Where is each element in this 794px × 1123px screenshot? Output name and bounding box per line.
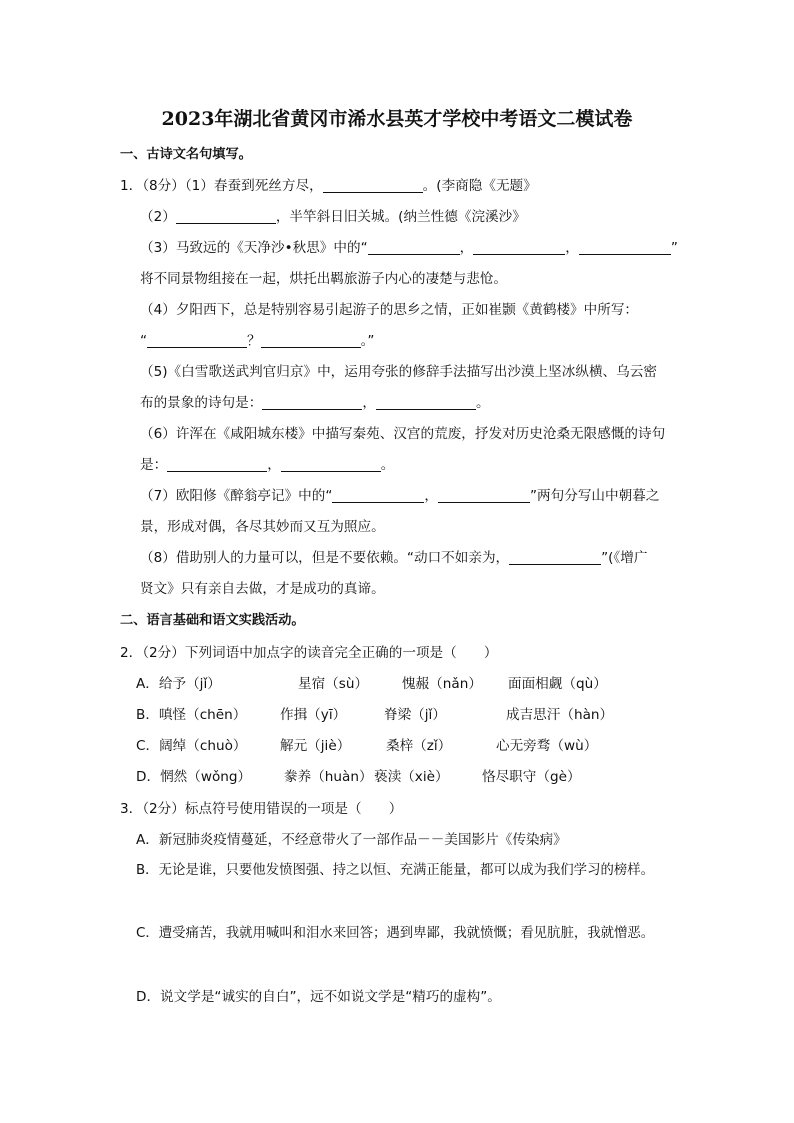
text: ”(《增广 xyxy=(601,550,648,566)
option-word: D．惘然（wǒng） xyxy=(136,769,252,785)
answer-blank[interactable] xyxy=(261,333,361,348)
text: ， xyxy=(565,240,579,256)
q1-line-8 xyxy=(140,394,490,412)
option-word: 恪尽职守（gè） xyxy=(482,769,581,785)
option-word: 作揖（yī） xyxy=(280,707,347,723)
q1-line-7: （5)《白雪歌送武判官归京》中，运用夸张的修辞手法描写出沙漠上坚冰纵横、乌云密 xyxy=(140,364,657,380)
q3-option-a[interactable]: A．新冠肺炎疫情蔓延，不经意带火了一部作品－－美国影片《传染病》 xyxy=(136,832,567,848)
q3-option-d[interactable]: D．说文学是“诚实的自白”，远不如说文学是“精巧的虚构”。 xyxy=(136,989,501,1005)
section-heading-1: 一、古诗文名句填写。 xyxy=(120,147,252,162)
option-word: 心无旁骛（wù） xyxy=(496,738,598,754)
q1-line-14: 贤文》只有亲自去做，才是成功的真谛。 xyxy=(140,581,385,597)
answer-blank[interactable] xyxy=(368,240,460,255)
text: ” xyxy=(670,240,678,256)
page-title: 2023年湖北省黄冈市浠水县英才学校中考语文二模试卷 xyxy=(161,108,633,130)
answer-blank[interactable] xyxy=(176,209,276,224)
answer-blank[interactable] xyxy=(509,550,601,565)
text: （2） xyxy=(140,209,176,225)
text: 。” xyxy=(360,333,375,349)
text: “ xyxy=(140,333,148,349)
answer-blank[interactable] xyxy=(323,178,423,193)
text: 是： xyxy=(140,457,168,473)
answer-blank[interactable] xyxy=(332,488,424,503)
q1-line-11 xyxy=(140,487,659,505)
option-word: 成吉思汗（hàn） xyxy=(506,707,614,723)
answer-blank[interactable] xyxy=(262,395,362,410)
text: 布的景象的诗句是： xyxy=(140,395,263,411)
option-word: 星宿（sù） xyxy=(298,676,369,692)
option-word: 愧赧（nǎn） xyxy=(402,676,482,692)
text: （8）借助别人的力量可以，但是不要依赖。“动口不如亲为， xyxy=(140,550,510,566)
q2-stem: 2．（2分）下列词语中加点字的读音完全正确的一项是（ ） xyxy=(120,645,498,661)
q1-line-2 xyxy=(140,208,526,226)
text: ， xyxy=(362,395,376,411)
text: ， xyxy=(459,240,474,256)
option-word: 桑梓（zǐ） xyxy=(386,738,452,754)
text: ， xyxy=(267,457,281,473)
section-heading-2: 二、语言基础和语文实践活动。 xyxy=(120,613,305,628)
text: ， xyxy=(424,488,439,504)
text: ？ xyxy=(247,333,261,349)
option-word: B．嗔怪（chēn） xyxy=(136,707,247,723)
q1-line-9: （6）许浑在《咸阳城东楼》中描写秦苑、汉宫的荒废，抒发对历史沧桑无限感慨的诗句 xyxy=(140,426,666,442)
option-word: 脊梁（jǐ） xyxy=(384,707,446,723)
option-word: C．阔绰（chuò） xyxy=(136,738,247,754)
answer-blank[interactable] xyxy=(147,333,247,348)
q1-line-1 xyxy=(120,177,537,195)
q1-line-5: （4）夕阳西下，总是特别容易引起游子的思乡之情，正如崔颢《黄鹤楼》中所写： xyxy=(140,302,639,318)
text: （3）马致远的《天净沙•秋思》中的“ xyxy=(140,240,368,256)
answer-blank[interactable] xyxy=(473,240,565,255)
text: 。 xyxy=(475,395,490,411)
q1-line-12: 景，形成对偶，各尽其妙而又互为照应。 xyxy=(140,519,385,535)
option-word: 解元（jiè） xyxy=(280,738,351,754)
q1-line-4: 将不同景物组接在一起，烘托出羁旅游子内心的凄楚与悲怆。 xyxy=(140,271,508,287)
text: ”两句分写山中朝暮之 xyxy=(530,488,660,504)
text: ，半竿斜日旧关城。(纳兰性德《浣溪沙》 xyxy=(275,209,526,225)
q1-line-10 xyxy=(140,456,394,474)
answer-blank[interactable] xyxy=(376,395,476,410)
option-word: 豢养（huàn） xyxy=(284,769,373,785)
option-word: 面面相觑（qù） xyxy=(508,676,607,692)
answer-blank[interactable] xyxy=(438,488,530,503)
q1-line-6 xyxy=(140,332,374,350)
text: 。(李商隐《无题》 xyxy=(422,178,537,194)
answer-blank[interactable] xyxy=(167,457,267,472)
q1-line-13 xyxy=(140,549,647,567)
answer-blank[interactable] xyxy=(281,457,381,472)
option-word: A．给予（jǐ） xyxy=(136,676,221,692)
text: 1．（8分）（1）春蚕到死丝方尽， xyxy=(120,178,323,194)
answer-blank[interactable] xyxy=(579,240,671,255)
text: 。 xyxy=(380,457,395,473)
q3-option-c[interactable]: C．遭受痛苦，我就用喊叫和泪水来回答；遇到卑鄙，我就愤慨；看见肮脏，我就憎恶。 xyxy=(136,926,655,941)
q3-stem: 3．（2分）标点符号使用错误的一项是（ ） xyxy=(120,801,403,817)
q3-option-b[interactable]: B．无论是谁，只要他发愤图强、持之以恒、充满正能量，都可以成为我们学习的榜样。 xyxy=(136,863,655,878)
option-word: 亵渎（xiè） xyxy=(374,769,449,785)
text: （7）欧阳修《醉翁亭记》中的“ xyxy=(140,488,333,504)
q1-line-3 xyxy=(140,239,678,257)
